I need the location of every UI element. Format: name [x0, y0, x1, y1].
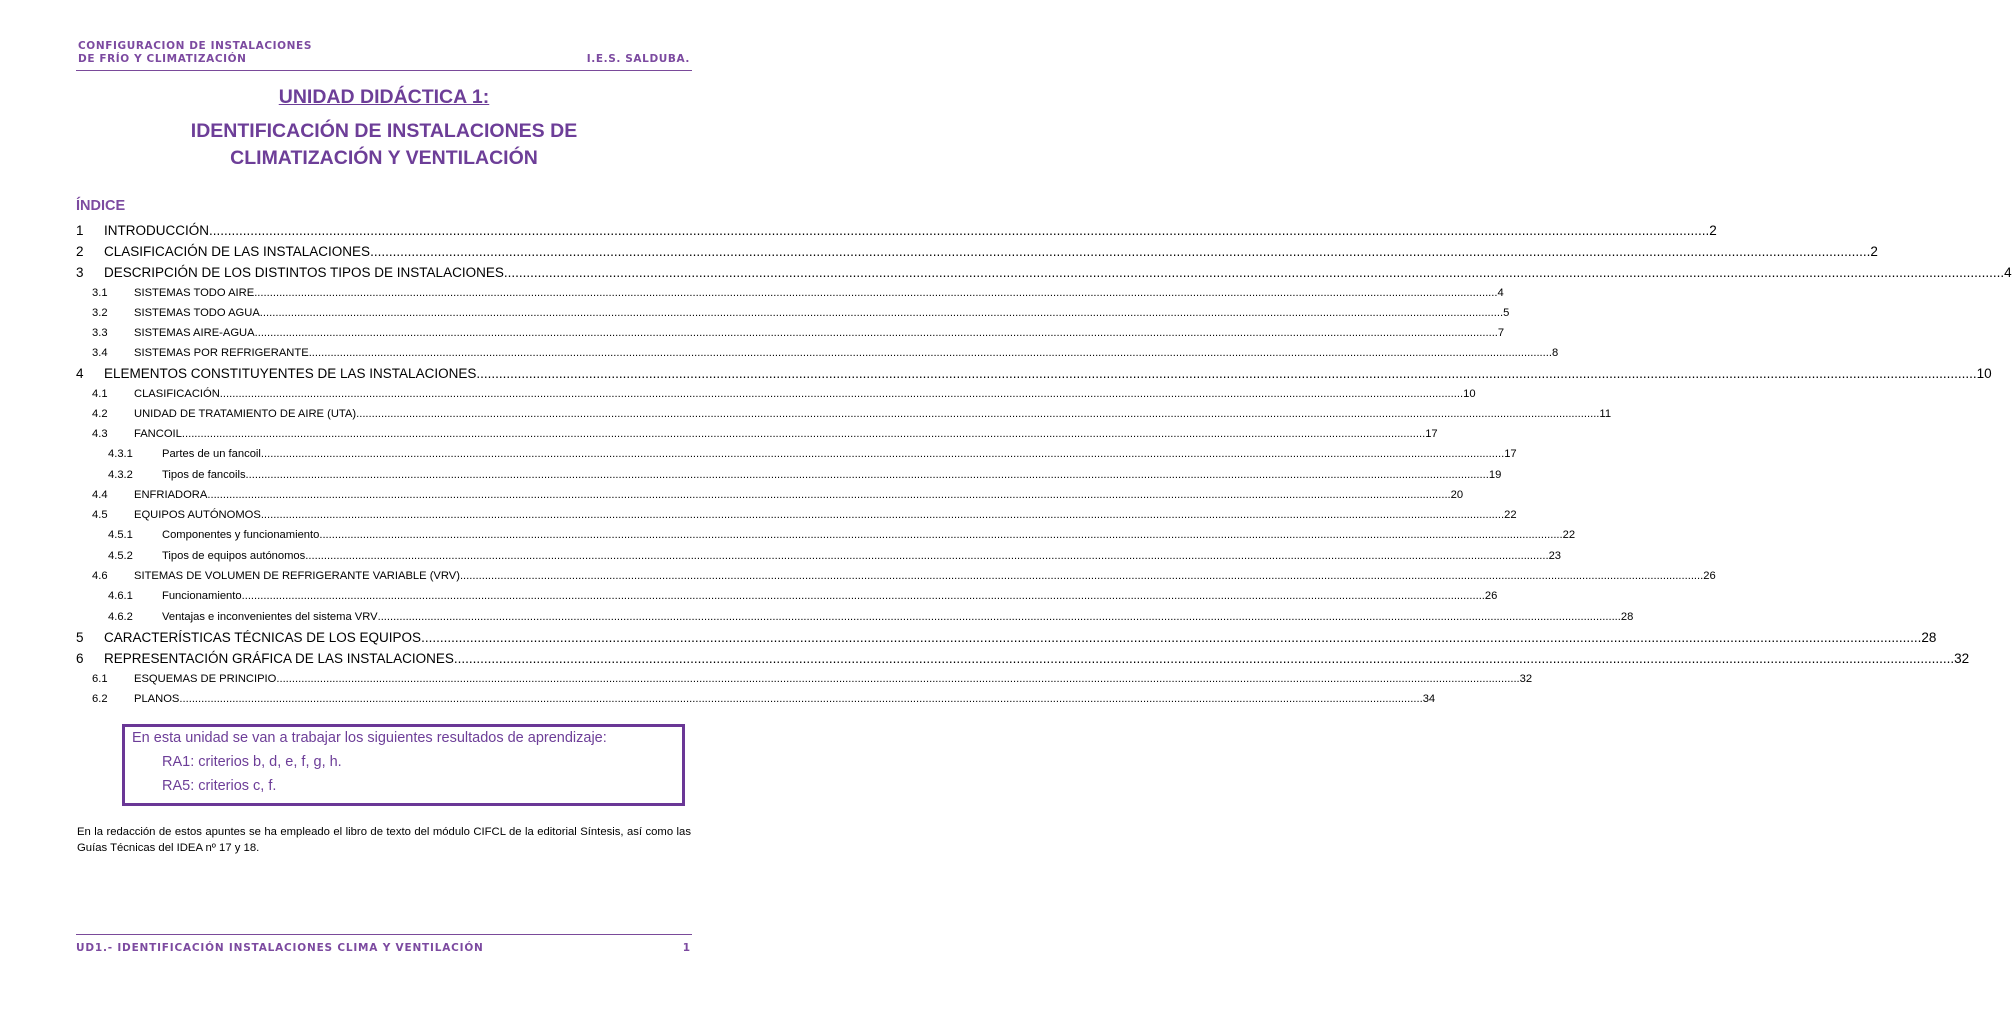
toc-entry-page: 17	[1425, 428, 1438, 440]
toc-dot-leader: ................................................................................................................................................................................................................................................................................................................................................................................................................	[308, 347, 1552, 359]
toc-entry-number: 4.5.2	[108, 549, 133, 562]
learning-outcome-ra1: RA1: criterios b, d, e, f, g, h.	[162, 754, 342, 770]
toc-dot-leader: ................................................................................................................................................................................................................................................................................................................................................................................................................	[259, 307, 1504, 319]
index-heading: ÍNDICE	[76, 198, 126, 214]
toc-entry-title: SITEMAS DE VOLUMEN DE REFRIGERANTE VARIABLE (VRV)	[134, 570, 460, 582]
toc-entry-page: 4	[2004, 265, 2012, 280]
toc-entry-page: 34	[1422, 693, 1436, 705]
toc-entry-page: 19	[1488, 468, 1502, 481]
toc-entry[interactable]	[76, 566, 1716, 586]
toc-entry-page: 5	[1503, 307, 1510, 319]
toc-entry-page: 32	[1519, 673, 1533, 685]
toc-entry-number: 3.4	[92, 347, 108, 359]
toc-entry-number: 5	[76, 630, 84, 645]
unit-subtitle-line2: CLIMATIZACIÓN Y VENTILACIÓN	[230, 147, 538, 169]
toc-entry[interactable]	[76, 505, 1517, 525]
toc-entry[interactable]	[76, 586, 1498, 607]
toc-entry-title: INTRODUCCIÓN	[104, 223, 209, 238]
toc-entry[interactable]	[76, 607, 1634, 628]
toc-entry-number: 4.6.2	[108, 610, 133, 623]
toc-dot-leader: ................................................................................................................................................................................................................................................................................................................................................................................................................	[276, 673, 1520, 685]
toc-dot-leader: ................................................................................................................................................................................................................................................................................................................................................................................................................	[254, 287, 1498, 299]
toc-entry-page: 23	[1548, 549, 1562, 562]
toc-entry-number: 4	[76, 366, 84, 381]
toc-entry[interactable]	[76, 669, 1533, 689]
toc-entry-number: 4.5.1	[108, 529, 133, 541]
toc-entry-page: 4	[1497, 287, 1504, 299]
toc-entry-number: 3	[76, 265, 84, 280]
toc-entry[interactable]	[76, 384, 1476, 404]
toc-entry-page: 7	[1497, 327, 1505, 339]
toc-dot-leader: ................................................................................................................................................................................................................................................................................................................................................................................................................	[377, 610, 1621, 623]
toc-entry[interactable]	[76, 220, 1717, 241]
toc-entry-number: 4.3	[92, 428, 108, 440]
toc-entry-title: Ventajas e inconvenientes del sistema VRV	[162, 610, 378, 623]
toc-entry-page: 22	[1504, 509, 1517, 521]
toc-dot-leader: ................................................................................................................................................................................................................................................................................................................................................................................................................	[459, 570, 1704, 582]
header-course-title	[78, 40, 312, 66]
toc-dot-leader: ................................................................................................................................................................................................................................................................................................................................................................................................................	[356, 408, 1600, 420]
toc-entry-number: 4.6	[92, 570, 108, 582]
toc-entry[interactable]	[76, 404, 1612, 424]
toc-entry-page: 17	[1504, 448, 1517, 460]
toc-dot-leader: ................................................................................................................................................................................................................................................................................................................................................................................................................	[305, 549, 1549, 562]
toc-entry-title: FANCOIL	[134, 428, 182, 440]
toc-entry[interactable]	[76, 627, 1937, 648]
toc-entry-number: 2	[76, 244, 84, 259]
unit-title: UNIDAD DIDÁCTICA 1:	[278, 86, 490, 108]
toc-entry-number: 4.3.2	[108, 468, 133, 481]
toc-dot-leader: ................................................................................................................................................................................................................................................................................................................................................................................................................	[219, 388, 1464, 400]
source-note: En la redacción de estos apuntes se ha empleado el libro de texto del módulo CIFCL de la editorial Síntesis, así como las Guías Técnicas del IDEA nº 17 y 18.	[77, 826, 691, 854]
learning-outcomes-intro: En esta unidad se van a trabajar los siguientes resultados de aprendizaje:	[132, 730, 607, 746]
toc-entry-title: ELEMENTOS CONSTITUYENTES DE LAS INSTALACIONES	[104, 366, 477, 381]
toc-entry[interactable]	[76, 303, 1510, 323]
toc-entry-number: 3.1	[92, 287, 108, 299]
toc-entry-title: CLASIFICACIÓN DE LAS INSTALACIONES	[104, 244, 371, 259]
unit-subtitle-line1: IDENTIFICACIÓN DE INSTALACIONES DE	[190, 120, 578, 142]
toc-entry-number: 4.6.1	[108, 590, 133, 602]
toc-entry-title: ESQUEMAS DE PRINCIPIO	[134, 673, 277, 685]
toc-entry[interactable]	[76, 465, 1502, 486]
toc-entry-title: SISTEMAS TODO AGUA	[134, 307, 260, 319]
toc-entry-page: 10	[1463, 388, 1476, 400]
toc-entry[interactable]	[76, 424, 1438, 444]
toc-entry[interactable]	[76, 525, 1576, 546]
toc-entry-title: DESCRIPCIÓN DE LOS DISTINTOS TIPOS DE INSTALACIONES	[104, 265, 504, 280]
toc-dot-leader: ................................................................................................................................................................................................................................................................................................................................................................................................................	[260, 509, 1505, 521]
toc-dot-leader: ................................................................................................................................................................................................................................................................................................................................................................................................................	[245, 468, 1489, 481]
toc-entry[interactable]	[76, 648, 1970, 669]
header-course-line2: DE FRÍO Y CLIMATIZACIÓN	[78, 53, 247, 65]
toc-entry[interactable]	[76, 283, 1504, 303]
toc-entry[interactable]	[76, 689, 1436, 709]
toc-entry-page: 32	[1954, 651, 1970, 666]
toc-entry[interactable]	[76, 323, 1505, 343]
toc-entry-number: 4.5	[92, 509, 108, 521]
toc-dot-leader: ................................................................................................................................................................................................................................................................................................................................................................................................................	[421, 630, 1922, 645]
toc-entry-title: PLANOS	[134, 693, 180, 705]
toc-entry-page: 28	[1921, 630, 1937, 645]
toc-entry-page: 2	[1870, 244, 1878, 259]
toc-entry-title: UNIDAD DE TRATAMIENTO DE AIRE (UTA)	[134, 408, 357, 420]
table-of-contents	[76, 220, 2012, 709]
toc-entry-title: Tipos de equipos autónomos	[162, 549, 306, 562]
toc-entry-number: 4.4	[92, 489, 108, 501]
toc-dot-leader: ................................................................................................................................................................................................................................................................................................................................................................................................................	[207, 489, 1451, 501]
toc-entry-title: SISTEMAS POR REFRIGERANTE	[134, 347, 309, 359]
toc-entry-title: SISTEMAS TODO AIRE	[134, 287, 255, 299]
toc-entry-page: 2	[1709, 223, 1717, 238]
toc-entry-page: 26	[1703, 570, 1716, 582]
toc-dot-leader: ................................................................................................................................................................................................................................................................................................................................................................................................................	[453, 651, 1955, 666]
toc-entry-number: 4.3.1	[108, 448, 133, 460]
toc-entry-title: Tipos de fancoils	[162, 468, 246, 481]
toc-entry-page: 11	[1599, 408, 1612, 420]
toc-entry-title: ENFRIADORA	[134, 489, 208, 501]
toc-entry-title: CLASIFICACIÓN	[134, 388, 220, 400]
toc-dot-leader: ................................................................................................................................................................................................................................................................................................................................................................................................................	[179, 693, 1423, 705]
toc-dot-leader: ................................................................................................................................................................................................................................................................................................................................................................................................................	[254, 327, 1498, 339]
toc-entry-number: 6.2	[92, 693, 108, 705]
toc-entry-page: 10	[1976, 366, 1992, 381]
toc-entry-page: 20	[1450, 489, 1464, 501]
header-school: I.E.S. SALDUBA.	[586, 53, 690, 65]
page-header	[76, 40, 692, 71]
page-number: 1	[682, 942, 690, 954]
toc-entry-title: CARACTERÍSTICAS TÉCNICAS DE LOS EQUIPOS	[104, 630, 422, 645]
toc-dot-leader: ................................................................................................................................................................................................................................................................................................................................................................................................................	[370, 244, 1871, 259]
toc-entry-title: Funcionamiento	[162, 590, 242, 602]
toc-entry-page: 8	[1552, 347, 1559, 359]
footer-unit-title: UD1.- IDENTIFICACIÓN INSTALACIONES CLIMA Y VENTILACIÓN	[76, 942, 484, 954]
toc-entry[interactable]	[76, 241, 1878, 262]
toc-entry-number: 4.2	[92, 408, 108, 420]
toc-dot-leader: ................................................................................................................................................................................................................................................................................................................................................................................................................	[181, 428, 1426, 440]
toc-entry-number: 1	[76, 223, 84, 238]
toc-dot-leader: ................................................................................................................................................................................................................................................................................................................................................................................................................	[241, 590, 1485, 602]
toc-entry-page: 28	[1620, 610, 1634, 623]
toc-entry-page: 22	[1562, 529, 1576, 541]
header-course-line1: CONFIGURACION DE INSTALACIONES	[78, 40, 312, 52]
toc-entry-title: Partes de un fancoil	[162, 448, 261, 460]
toc-entry-number: 6.1	[92, 673, 108, 685]
toc-dot-leader: ................................................................................................................................................................................................................................................................................................................................................................................................................	[260, 448, 1505, 460]
learning-outcome-ra5: RA5: criterios c, f.	[162, 778, 277, 794]
unit-subtitle	[0, 118, 768, 172]
toc-entry-number: 3.3	[92, 327, 108, 339]
toc-entry-title: REPRESENTACIÓN GRÁFICA DE LAS INSTALACIONES	[104, 651, 454, 666]
toc-entry-page: 26	[1484, 590, 1498, 602]
toc-entry[interactable]	[76, 343, 1559, 363]
toc-entry-number: 6	[76, 651, 84, 666]
toc-entry-number: 3.2	[92, 307, 108, 319]
page-footer	[76, 934, 692, 961]
toc-dot-leader: ................................................................................................................................................................................................................................................................................................................................................................................................................	[209, 223, 1710, 238]
toc-entry[interactable]	[76, 546, 1562, 567]
toc-dot-leader: ................................................................................................................................................................................................................................................................................................................................................................................................................	[503, 265, 2005, 280]
learning-outcomes-box	[122, 724, 685, 806]
toc-entry[interactable]	[76, 262, 2012, 283]
toc-dot-leader: ................................................................................................................................................................................................................................................................................................................................................................................................................	[476, 366, 1977, 381]
toc-entry-number: 4.1	[92, 388, 108, 400]
toc-entry-title: SISTEMAS AIRE-AGUA	[134, 327, 255, 339]
toc-entry[interactable]	[76, 444, 1517, 465]
toc-dot-leader: ................................................................................................................................................................................................................................................................................................................................................................................................................	[319, 529, 1563, 541]
toc-entry[interactable]	[76, 363, 1992, 384]
toc-entry-title: Componentes y funcionamiento	[162, 529, 320, 541]
toc-entry[interactable]	[76, 485, 1464, 505]
toc-entry-title: EQUIPOS AUTÓNOMOS	[134, 509, 261, 521]
